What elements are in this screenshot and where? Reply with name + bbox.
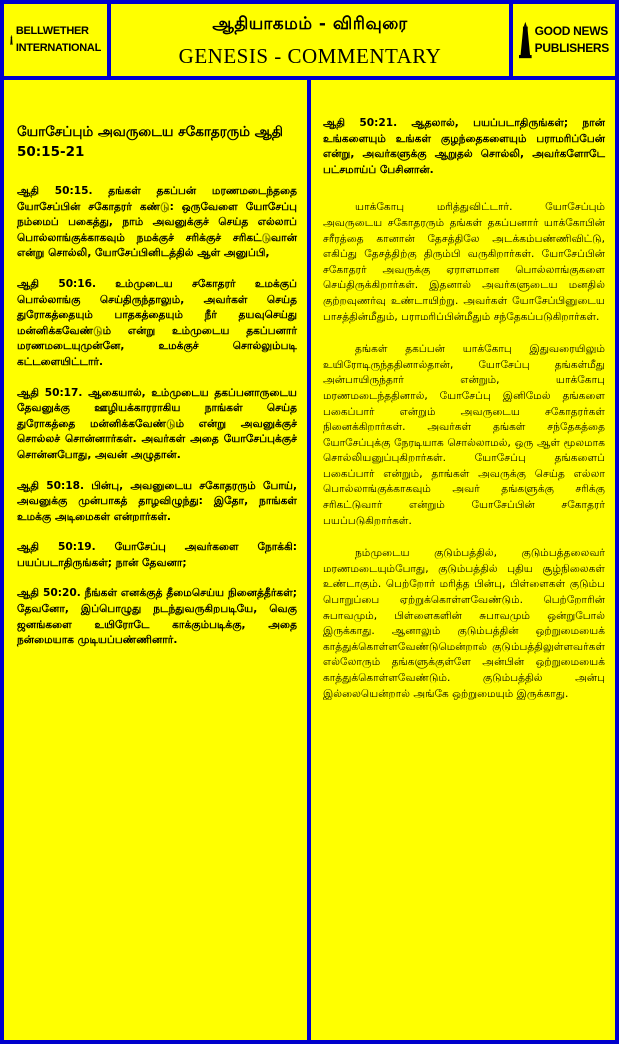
verse-50-18: ஆதி 50:18. பின்பு, அவனுடைய சகோதரரும் போய், அவனுக்கு முன்பாகத் தாழவிழுந்து: இதோ, நாங்கள் உமக்கு அடிமைகள் என்றார்கள்.	[17, 479, 297, 523]
left-column	[4, 80, 307, 1040]
logo-line: BELLWETHER	[15, 25, 89, 37]
bellwether-logo	[4, 4, 107, 76]
tower-icon	[519, 17, 532, 63]
title-tamil: ஆதியாகமம் - விரிவுரை	[212, 14, 408, 34]
commentary-paragraph: தங்கள் தகப்பன் யாக்கோபு இதுவரையிலும் உயிரோடிருந்ததினால்தான், யோசேப்பு தங்கள்மீது அன்பாயிருந்தார் என்றும், யாக்கோபு மரணமடைந்ததினால், யோசேப்பு இனிமேல் தங்களை பகைப்பார் என்றும் அவருடைய சகோதரர்கள் நினைக்கிறார்கள். அவர்கள் தங்கள் சந்தேகத்தை யோசேப்புக்கு நேரடியாக சொல்லாமல், ஒரு ஆள் மூலமாக சொல்லியனுப்புகிறார்கள். யோசேப்பு தங்களைப் பகைப்பார் என்றும், தாங்கள் அவருக்கு செய்த எல்லா பொல்லாங்குக்காகவும் அவர் தங்களுக்கு சரிக்கு சரிகட்டுவார் என்றும் யோசேப்பின் சகோதரர் பயப்படுகிறார்கள்.	[323, 343, 605, 527]
logo-line: INTERNATIONAL	[15, 42, 101, 54]
logo-line: GOOD NEWS	[534, 24, 608, 38]
verse-50-17: ஆதி 50:17. ஆகையால், உம்முடைய தகப்பனாருடைய தேவனுக்கு ஊழியக்காரராகிய நாங்கள் செய்த துரோகத்தை மன்னிக்கவேண்டும் என்று அவனுக்குச் சொல்லச் சொன்னார்கள். அவர்கள் அதை யோசேப்புக்குச் சொன்னபோது, அவன் அழுதான்.	[17, 386, 297, 461]
commentary-paragraph: யாக்கோபு மரித்துவிட்டார். யோசேப்பும் அவருடைய சகோதரரும் தங்கள் தகப்பனார் யாக்கோபின் சரீரத்தை கானான் தேசத்திலே அடக்கம்பண்ணிவிட்டு, எகிப்து தேசத்திற்கு திரும்பி வருகிறார்கள். யோசேப்பின் சகோதரர் அவருக்கு ஏராளமான பொல்லாங்குகளை செய்திருக்கிறார்கள். இதனால் அவர்களுடைய மனதில் குற்றவுணர்வு உண்டாயிற்று. அவர்கள் யோசேப்பினுடைய பாசத்தின்மீதும், பராமரிப்பின்மீதும் சந்தேகப்படுகிறார்கள்.	[323, 201, 605, 323]
section-heading: யோசேப்பும் அவருடைய சகோதரரும் ஆதி 50:15-21	[17, 124, 283, 160]
title-english: GENESIS - COMMENTARY	[178, 44, 442, 68]
verse-50-16: ஆதி 50:16. உம்முடைய சகோதரர் உமக்குப் பொல்லாங்கு செய்திருந்தாலும், அவர்கள் செய்த துரோகத்தையும் பாதகத்தையும் நீர் தயவுசெய்து மன்னிக்கவேண்டும் என்று உம்முடைய தகப்பனார் மரணமடையுமுன்னே, உமக்குச் சொல்லும்படி கட்டளையிட்டார்.	[17, 277, 297, 368]
good-news-logo	[513, 4, 615, 76]
verse-50-19: ஆதி 50:19. யோசேப்பு அவர்களை நோக்கி: பயப்படாதிருங்கள்; நான் தேவனா;	[17, 541, 297, 569]
verse-50-21: ஆதி 50:21. ஆதலால், பயப்படாதிருங்கள்; நான் உங்களையும் உங்கள் குழந்தைகளையும் பராமரிப்பேன் என்று, அவர்களுக்கு ஆறுதல் சொல்லி, அவர்களோடே பட்சமாய்ப் பேசினான்.	[323, 117, 605, 176]
right-column	[311, 80, 615, 1040]
verse-50-15: ஆதி 50:15. தங்கள் தகப்பன் மரணமடைந்ததை யோசேப்பின் சகோதரர் கண்டு: ஒருவேளை யோசேப்பு நம்மைப் பகைத்து, நாம் அவனுக்குச் செய்த எல்லாப் பொல்லாங்குக்காகவும் நமக்குச் சரிக்குச் சரிகட்டுவான் என்று சொல்லி, யோசேப்பினிடத்தில் ஆள் அனுப்பி,	[17, 185, 297, 260]
commentary-paragraph: நம்முடைய குடும்பத்தில், குடும்பத்தலைவர் மரணமடையும்போது, குடும்பத்தில் புதிய சூழ்நிலைகள் உண்டாகும். பெற்றோர் மரித்த பின்பு, பிள்ளைகள் குடும்ப பொறுப்பை ஏற்றுக்கொள்ளவேண்டும். பெற்றோரின் சுபாவமும், பிள்ளைகளின் சுபாவமும் ஒன்றுபோல் இருக்காது. ஆனாலும் குடும்பத்தின் ஒற்றுமையைக் காத்துக்கொள்ளவேண்டுமென்றால் குடும்பத்திலுள்ளவர்கள் எல்லோரும் தங்களுக்குள்ளே அன்பின் ஒற்றுமையைக் காத்துக்கொள்ளவேண்டும். குடும்பத்தில் அன்பு இல்லையென்றால் அங்கே ஒற்றுமையும் இருக்காது.	[323, 547, 605, 700]
title-banner	[111, 4, 509, 76]
verse-50-20: ஆதி 50:20. நீங்கள் எனக்குத் தீமைசெய்ய நினைத்தீர்கள்; தேவனோ, இப்பொழுது நடந்துவருகிறபடியே, வெகு ஜனங்களை உயிரோடே காக்கும்படிக்கு, அதை நன்மையாக முடியப்பண்ணினார்.	[17, 587, 297, 647]
tower-icon	[10, 18, 13, 62]
logo-line: PUBLISHERS	[534, 41, 609, 55]
